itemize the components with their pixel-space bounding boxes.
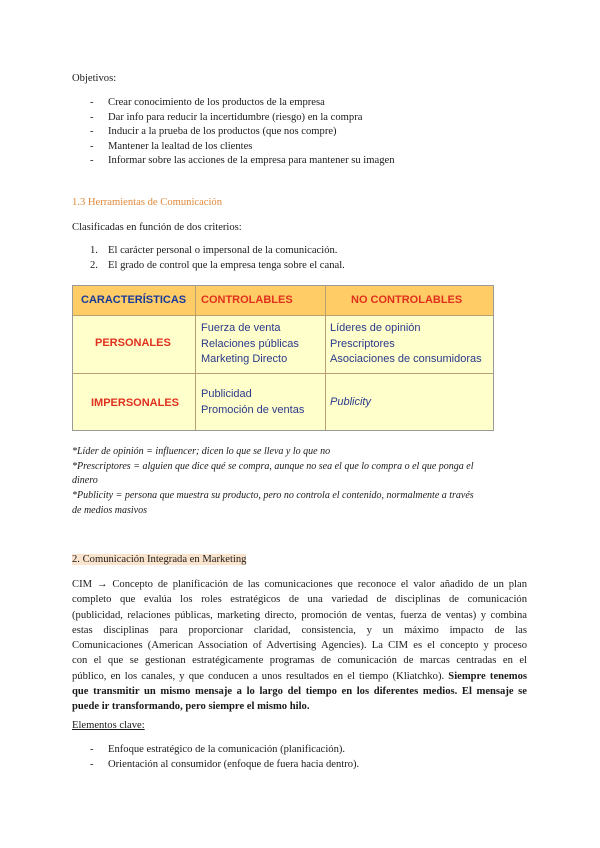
note-lider: *Líder de opinión = influencer; dicen lo que se lleva y lo que no bbox=[72, 446, 331, 457]
criteria-list bbox=[90, 243, 345, 273]
row-label-impersonales: IMPERSONALES bbox=[91, 397, 180, 409]
note-prescriptores-cont: dinero bbox=[72, 475, 98, 486]
criteria-intro: Clasificadas en función de dos criterios: bbox=[72, 222, 242, 233]
table-cell: Publicidad Promoción de ventas bbox=[201, 388, 305, 416]
row-label-personales: PERSONALES bbox=[95, 337, 171, 349]
section-heading-2: 2. Comunicación Integrada en Marketing bbox=[72, 554, 247, 565]
list-item: - Orientación al consumidor (enfoque de fuera hacia dentro). bbox=[90, 758, 359, 773]
table-header-no-controlables: NO CONTROLABLES bbox=[351, 294, 463, 306]
table-cell: Líderes de opinión Prescriptores Asociaciones de consumidoras bbox=[330, 322, 482, 365]
list-item: 2. El grado de control que la empresa tenga sobre el canal. bbox=[90, 260, 345, 271]
elementos-label: Elementos clave: bbox=[72, 720, 145, 731]
list-item: - Crear conocimiento de los productos de la empresa bbox=[90, 96, 395, 111]
list-item: - Dar info para reducir la incertidumbre (riesgo) en la compra bbox=[90, 111, 395, 126]
note-publicity-cont: de medios masivos bbox=[72, 505, 147, 516]
table-cell: Fuerza de venta Relaciones públicas Marketing Directo bbox=[201, 322, 299, 365]
objetivos-label: Objetivos: bbox=[72, 73, 117, 84]
note-publicity: *Publicity = persona que muestra su producto, pero no controla el contenido, normalmente a través bbox=[72, 490, 474, 501]
note-prescriptores: *Prescriptores = alguien que dice qué se compra, aunque no sea el que lo compra o el que ponga el bbox=[72, 461, 474, 472]
table-cell: Publicity bbox=[330, 396, 371, 408]
cim-paragraph: CIM → Concepto de planificación de las comunicaciones que reconoce el valor añadido de un plan completo que evalúa los roles estratégicos de una variedad de disciplinas de comunicación (publicidad, relaciones públicas, marketing directo, promoción de ventas, fuerza de ventas) y combina estas disciplinas para proporcionar claridad, consistencia, y un máximo impacto de las Comunicaciones (American Association of Advertising Agencies). La CIM es el concepto y proceso con el que se gestionan estratégicamente programas de comunicación de marcas centradas en el público, en los canales, y que conducen a unos resultados en el tiempo (Kliatchko). Siempre tenemos que transmitir un mismo mensaje a lo largo del tiempo en los diferentes medios. El mensaje se puede ir transformando, pero siempre el mismo hilo. bbox=[72, 579, 527, 713]
list-item: - Informar sobre las acciones de la empresa para mantener su imagen bbox=[90, 154, 395, 169]
list-item: - Enfoque estratégico de la comunicación (planificación). bbox=[90, 743, 359, 758]
table-header-caracteristicas: CARACTERÍSTICAS bbox=[81, 294, 187, 306]
elementos-list bbox=[90, 743, 359, 772]
list-item: - Mantener la lealtad de los clientes bbox=[90, 140, 395, 155]
table-header-controlables: CONTROLABLES bbox=[201, 294, 293, 306]
list-item: - Inducir a la prueba de los productos (que nos compre) bbox=[90, 125, 395, 140]
list-item: 1. El carácter personal o impersonal de la comunicación. bbox=[90, 245, 338, 256]
section-heading-1-3: 1.3 Herramientas de Comunicación bbox=[72, 197, 223, 208]
objetivos-list bbox=[90, 96, 395, 169]
communication-tools-table bbox=[72, 285, 494, 431]
